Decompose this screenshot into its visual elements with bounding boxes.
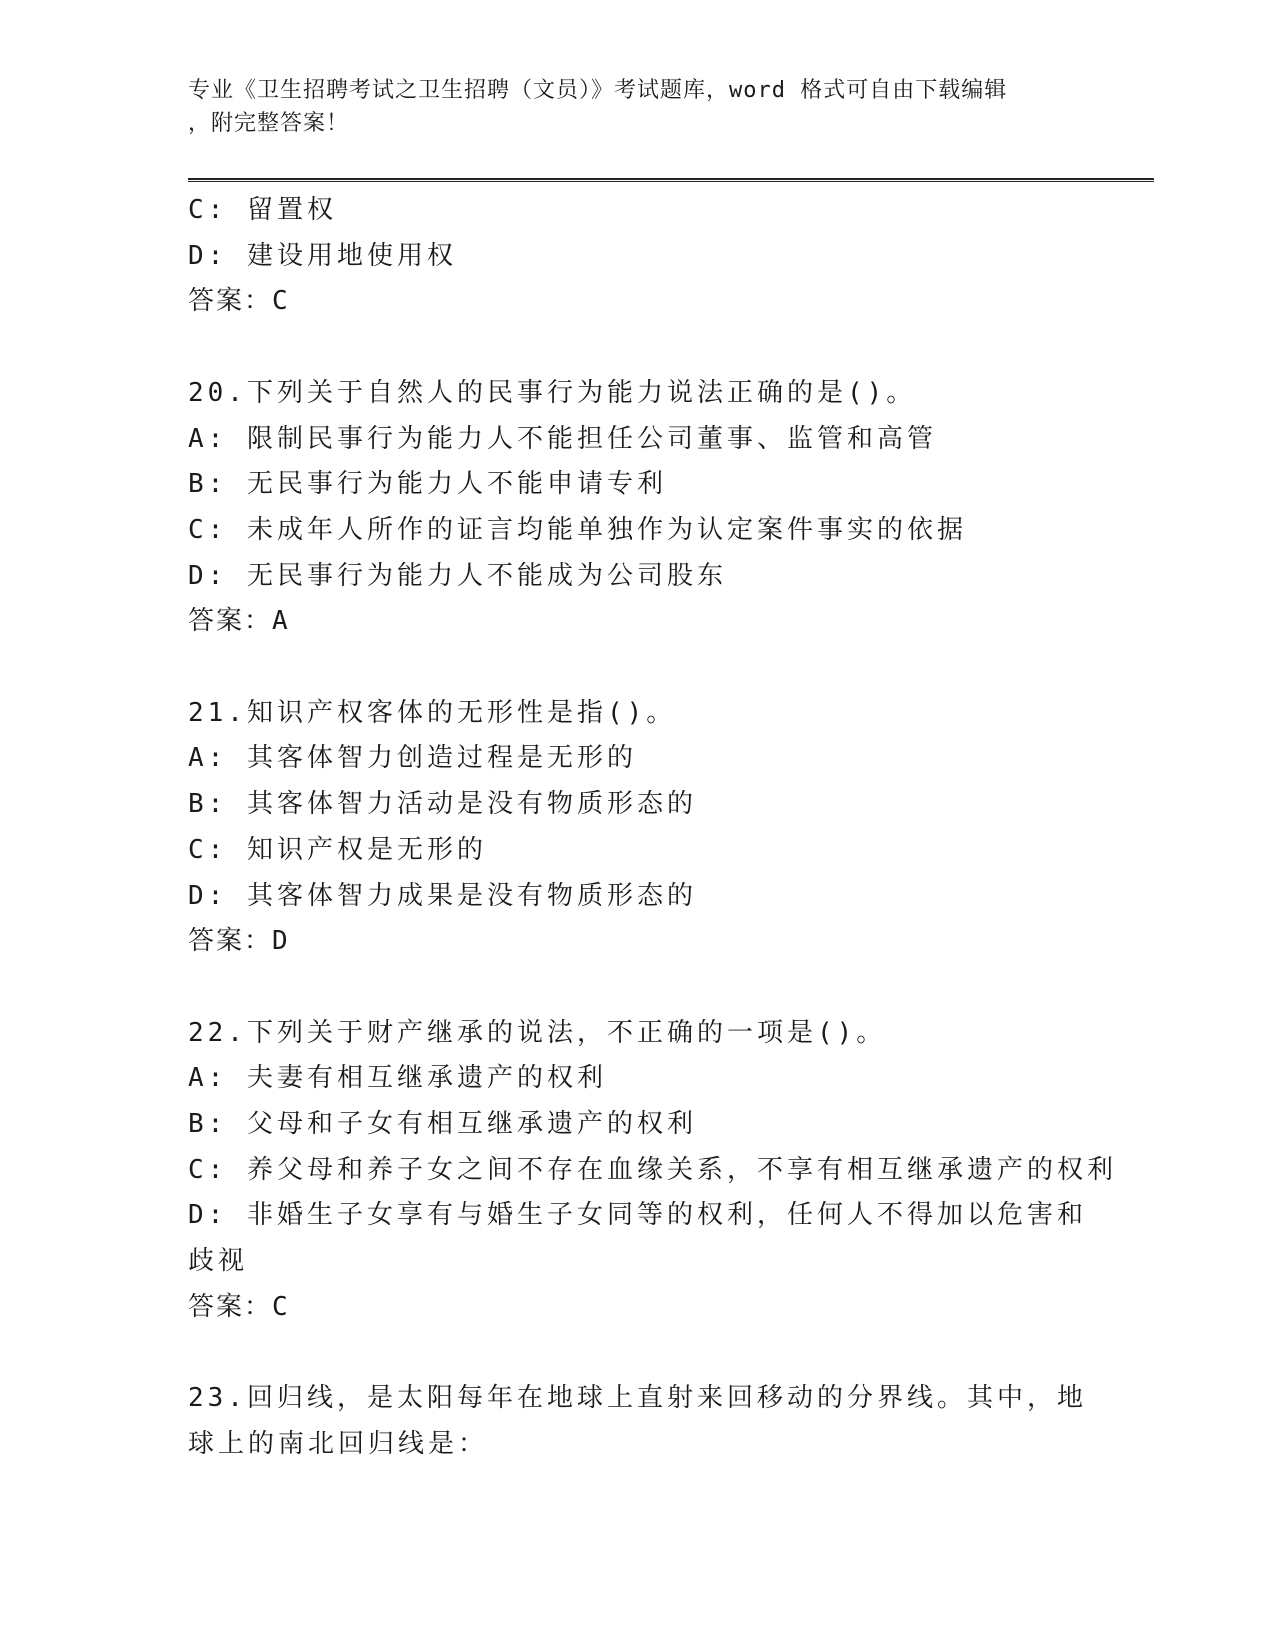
- question-23: [188, 1376, 1088, 1467]
- option-c: C: 未成年人所作的证言均能单独作为认定案件事实的依据: [188, 514, 967, 545]
- option-c: C: 知识产权是无形的: [188, 834, 487, 865]
- answer-value: D: [272, 926, 289, 957]
- option-d: D: 无民事行为能力人不能成为公司股东: [188, 560, 727, 591]
- option-d: D: 非婚生子女享有与婚生子女同等的权利，任何人不得加以危害和歧视: [188, 1200, 1087, 1277]
- answer-label: 答案：: [188, 1291, 273, 1322]
- header-divider: [188, 178, 1154, 182]
- option-b: B: 父母和子女有相互继承遗产的权利: [188, 1109, 697, 1140]
- option-c: C: 养父母和养子女之间不存在血缘关系，不享有相互继承遗产的权利: [188, 1154, 1117, 1185]
- question-list: [188, 188, 1117, 1468]
- answer-line: [188, 1285, 1088, 1331]
- option-a: A: 夫妻有相互继承遗产的权利: [188, 1063, 607, 1094]
- continued-question: [188, 188, 1088, 325]
- answer-label: 答案：: [188, 926, 273, 957]
- answer-value: C: [272, 1291, 289, 1322]
- answer-value: A: [272, 606, 289, 637]
- question-22: [188, 1011, 1117, 1331]
- option-d: D: 建设用地使用权: [188, 240, 457, 271]
- answer-line: [188, 919, 1088, 965]
- option-a: A: 限制民事行为能力人不能担任公司董事、监管和高管: [188, 423, 937, 454]
- question-21: [188, 691, 1088, 965]
- answer-label: 答案：: [188, 286, 273, 317]
- question-stem: 22.下列关于财产继承的说法，不正确的一项是()。: [188, 1017, 887, 1048]
- answer-value: C: [272, 286, 289, 317]
- option-c: C: 留置权: [188, 195, 337, 225]
- question-stem: 20.下列关于自然人的民事行为能力说法正确的是()。: [188, 377, 917, 408]
- answer-label: 答案：: [188, 606, 273, 637]
- question-stem: 21.知识产权客体的无形性是指()。: [188, 697, 677, 728]
- option-d: D: 其客体智力成果是没有物质形态的: [188, 880, 697, 911]
- option-b: B: 其客体智力活动是没有物质形态的: [188, 789, 697, 820]
- document-header: 专业《卫生招聘考试之卫生招聘（文员）》考试题库，word 格式可自由下载编辑 ，附完整答案！: [188, 78, 1008, 136]
- option-b: B: 无民事行为能力人不能申请专利: [188, 469, 667, 500]
- question-stem: 23.回归线，是太阳每年在地球上直射来回移动的分界线。其中，地球上的南北回归线是：: [188, 1383, 1087, 1459]
- question-20: [188, 371, 1088, 645]
- option-a: A: 其客体智力创造过程是无形的: [188, 743, 637, 774]
- answer-line: [188, 279, 1088, 325]
- answer-line: [188, 599, 1088, 645]
